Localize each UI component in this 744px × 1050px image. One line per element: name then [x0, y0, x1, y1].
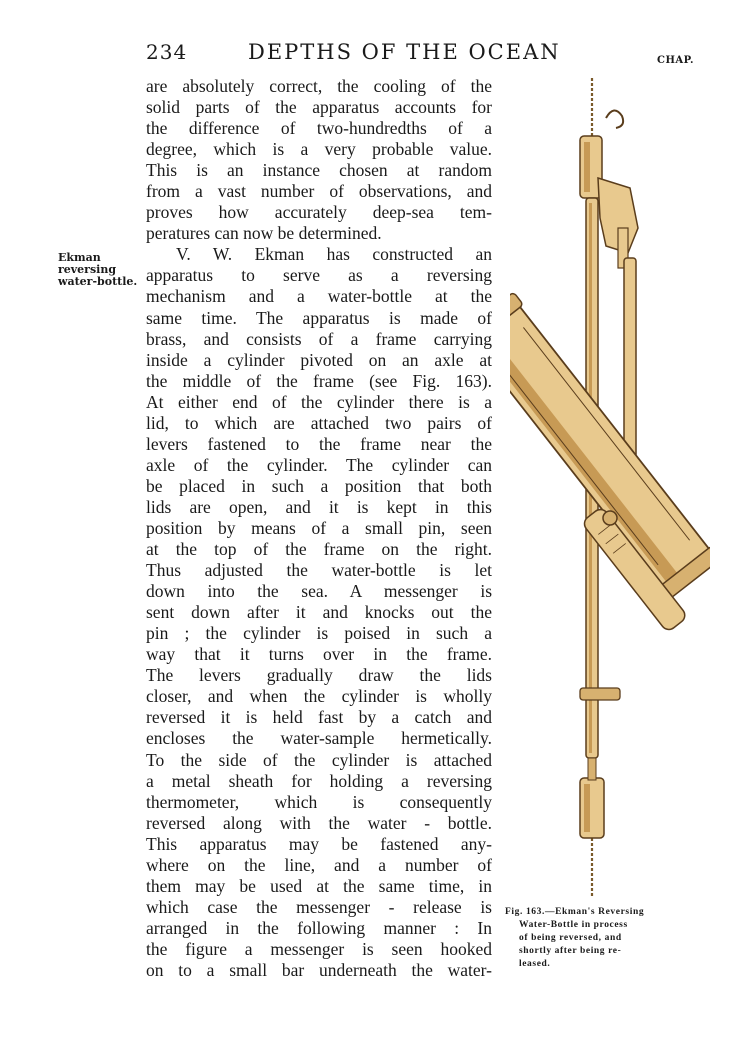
running-title: DEPTHS OF THE OCEAN [248, 40, 561, 64]
body-line: sent down after it and knocks out the [146, 602, 492, 623]
body-line: are absolutely correct, the cooling of the [146, 76, 492, 96]
body-line: a metal sheath for holding a reversing [146, 770, 492, 791]
body-line: which case the messenger - release is [146, 896, 492, 917]
body-line: pin ; the cylinder is poised in such a [146, 623, 492, 644]
top-hook [606, 110, 623, 128]
body-line: peratures can now be determined. [146, 223, 382, 244]
messenger-weight [580, 778, 604, 838]
body-line: The levers gradually draw the lids [146, 665, 492, 686]
body-line: apparatus to serve as a reversing [146, 265, 492, 286]
frame-rod-right [624, 258, 636, 468]
body-line: the middle of the frame (see Fig. 163). [146, 370, 492, 391]
body-line: V. W. Ekman has constructed an [176, 244, 492, 265]
body-line: the figure a messenger is seen hooked [146, 938, 492, 959]
figure-ekman-water-bottle [510, 78, 710, 898]
body-line: position by means of a small pin, seen [146, 517, 492, 538]
body-line: where on the line, and a number of [146, 854, 492, 875]
body-line: be placed in such a position that both [146, 475, 492, 496]
body-line: levers fastened to the frame near the [146, 433, 492, 454]
margin-note [58, 252, 138, 288]
body-line: This is an instance chosen at random [146, 160, 492, 181]
body-line: the difference of two-hundredths of a [146, 118, 492, 139]
body-line: axle of the cylinder. The cylinder can [146, 454, 492, 475]
caption-line: Fig. 163.—Ekman's Reversing [505, 907, 645, 917]
margin-note-line: reversing [58, 263, 117, 276]
caption-line: of being reversed, and [519, 933, 622, 943]
body-line: closer, and when the cylinder is wholly [146, 686, 492, 707]
page-number: 234 [146, 40, 188, 64]
caption-line: shortly after being re- [519, 946, 622, 956]
ekman-water-bottle-illustration [510, 78, 710, 898]
body-line: thermometer, which is consequently [146, 791, 492, 812]
pivot-axle [603, 511, 617, 525]
body-line: proves how accurately deep-sea tem- [146, 202, 492, 223]
body-line: reversed it is held fast by a catch and [146, 707, 492, 728]
body-line: same time. The apparatus is made of [146, 307, 492, 328]
body-line: To the side of the cylinder is attached [146, 749, 492, 770]
upper-clamp-shade [584, 142, 590, 192]
body-line: at the top of the frame on the right. [146, 539, 492, 560]
body-line: reversed along with the water - bottle. [146, 812, 492, 833]
messenger-shade [584, 784, 590, 832]
caption-line: leased. [519, 959, 551, 969]
body-line: solid parts of the apparatus accounts for [146, 97, 492, 118]
margin-note-line: water-bottle. [58, 275, 138, 288]
body-line: encloses the water-sample hermetically. [146, 728, 492, 749]
body-line: inside a cylinder pivoted on an axle at [146, 349, 492, 370]
body-text [146, 76, 492, 981]
caption-line: Water-Bottle in process [519, 920, 628, 930]
body-line: on to a small bar underneath the water- [146, 959, 492, 980]
body-line: lid, to which are attached two pairs of [146, 412, 492, 433]
body-line: degree, which is a very probable value. [146, 139, 492, 160]
body-line: way that it turns over in the frame. [146, 644, 492, 665]
body-line: from a vast number of observations, and [146, 181, 492, 202]
body-line: down into the sea. A messenger is [146, 581, 492, 602]
body-line: At either end of the cylinder there is a [146, 391, 492, 412]
body-line: brass, and consists of a frame carrying [146, 328, 492, 349]
figure-caption [505, 906, 697, 971]
chapter-mark: CHAP. [657, 55, 695, 66]
body-line: them may be used at the same time, in [146, 875, 492, 896]
body-line: arranged in the following manner : In [146, 917, 492, 938]
body-line: mechanism and a water-bottle at the [146, 286, 492, 307]
messenger-hook [588, 758, 596, 780]
lower-clamp [580, 688, 620, 700]
margin-note-line: Ekman [58, 251, 101, 264]
body-line: This apparatus may be fastened any- [146, 833, 492, 854]
body-line: lids are open, and it is kept in this [146, 496, 492, 517]
body-line: Thus adjusted the water-bottle is let [146, 560, 492, 581]
